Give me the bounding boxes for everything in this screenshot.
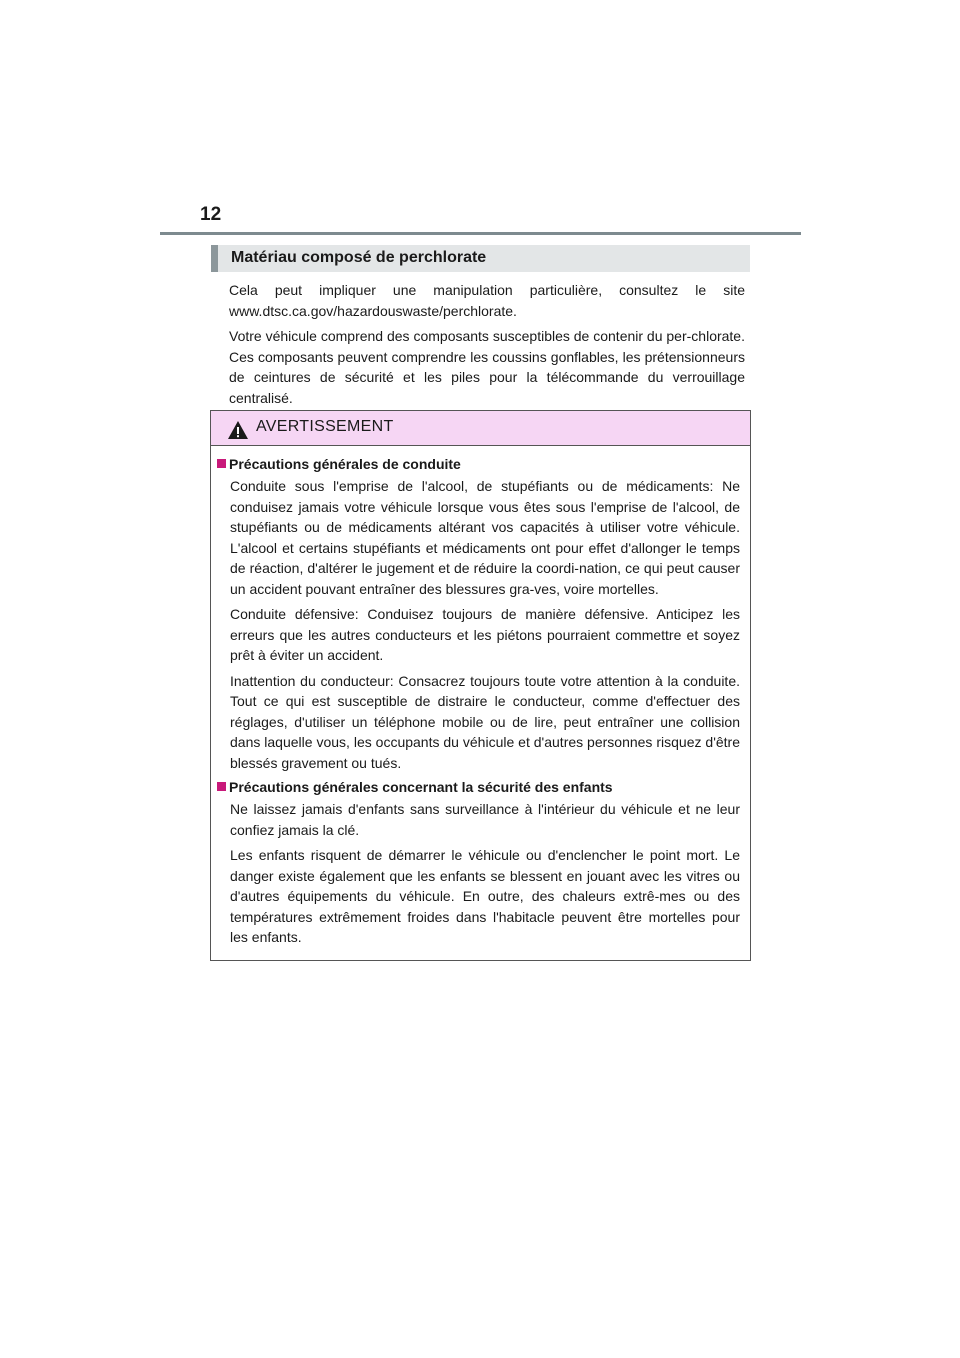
- warning-paragraph: Ne laissez jamais d'enfants sans surveillance à l'intérieur du véhicule et ne leur confiez jamais la clé.: [230, 801, 740, 838]
- warning-triangle-icon: [227, 420, 249, 440]
- warning-subheading: [211, 778, 750, 796]
- warning-title: AVERTISSEMENT: [256, 418, 394, 435]
- intro-paragraph: Cela peut impliquer une manipulation particulière, consultez le site www.dtsc.ca.gov/hazardouswaste/perchlorate.: [229, 282, 745, 319]
- warning-paragraph: Conduite défensive: Conduisez toujours de manière défensive. Anticipez les erreurs que les autres conducteurs et les piétons pourraient commettre et soyez prêt à éviter un accident.: [230, 606, 740, 663]
- warning-box: [210, 410, 751, 961]
- warning-subheading-text: Précautions générales de conduite: [229, 456, 461, 472]
- square-bullet-icon: [217, 782, 226, 791]
- intro-paragraph: Votre véhicule comprend des composants susceptibles de contenir du per-chlorate. Ces composants peuvent comprendre les coussins gonflables, les prétensionneurs de ceintures de sécurité et les piles pour la télécommande du verrouillage centralisé.: [229, 328, 745, 406]
- warning-subheading-text: Précautions générales concernant la sécurité des enfants: [229, 779, 613, 795]
- warning-paragraph: Conduite sous l'emprise de l'alcool, de stupéfiants ou de médicaments: Ne conduisez jamais votre véhicule lorsque vous êtes sous l'emprise de l'alcool, de stupéfiants ou de médicaments altérant vos capacités à utiliser votre véhicule. L'alcool et certains stupéfiants et médicaments ont pour effet d'allonger le temps de réaction, d'altérer le jugement et de réduire la coordi-nation, ce qui peut causer un accident pouvant entraîner des blessures gra-ves, voire mortelles.: [230, 478, 740, 597]
- square-bullet-icon: [217, 459, 226, 468]
- intro-text: [229, 280, 745, 413]
- page-number: 12: [200, 204, 222, 225]
- section-heading-text: Matériau composé de perchlorate: [231, 249, 487, 266]
- warning-paragraph: Les enfants risquent de démarrer le véhicule ou d'enclencher le point mort. Le danger existe également que les enfants se blessent en jouant avec les vitres ou d'autres équipements du véhicule. En outre, des chaleurs extrê-mes ou des températures extrêmement froides dans l'habitacle peuvent être mortelles pour les enfants.: [230, 847, 740, 945]
- warning-paragraph: Inattention du conducteur: Consacrez toujours toute votre attention à la conduite. Tout ce qui est susceptible de distraire le conducteur, comme d'effectuer des réglages, d'utiliser un téléphone mobile ou de lire, peut entraîner une collision dans laquelle vous, les occupants du véhicule et d'autres personnes risquez d'être blessés gravement ou tués.: [230, 672, 740, 771]
- section-heading: [211, 245, 750, 272]
- warning-body: [211, 455, 750, 953]
- warning-subheading: [211, 455, 750, 473]
- warning-header: [211, 411, 750, 446]
- header-rule: [160, 232, 801, 235]
